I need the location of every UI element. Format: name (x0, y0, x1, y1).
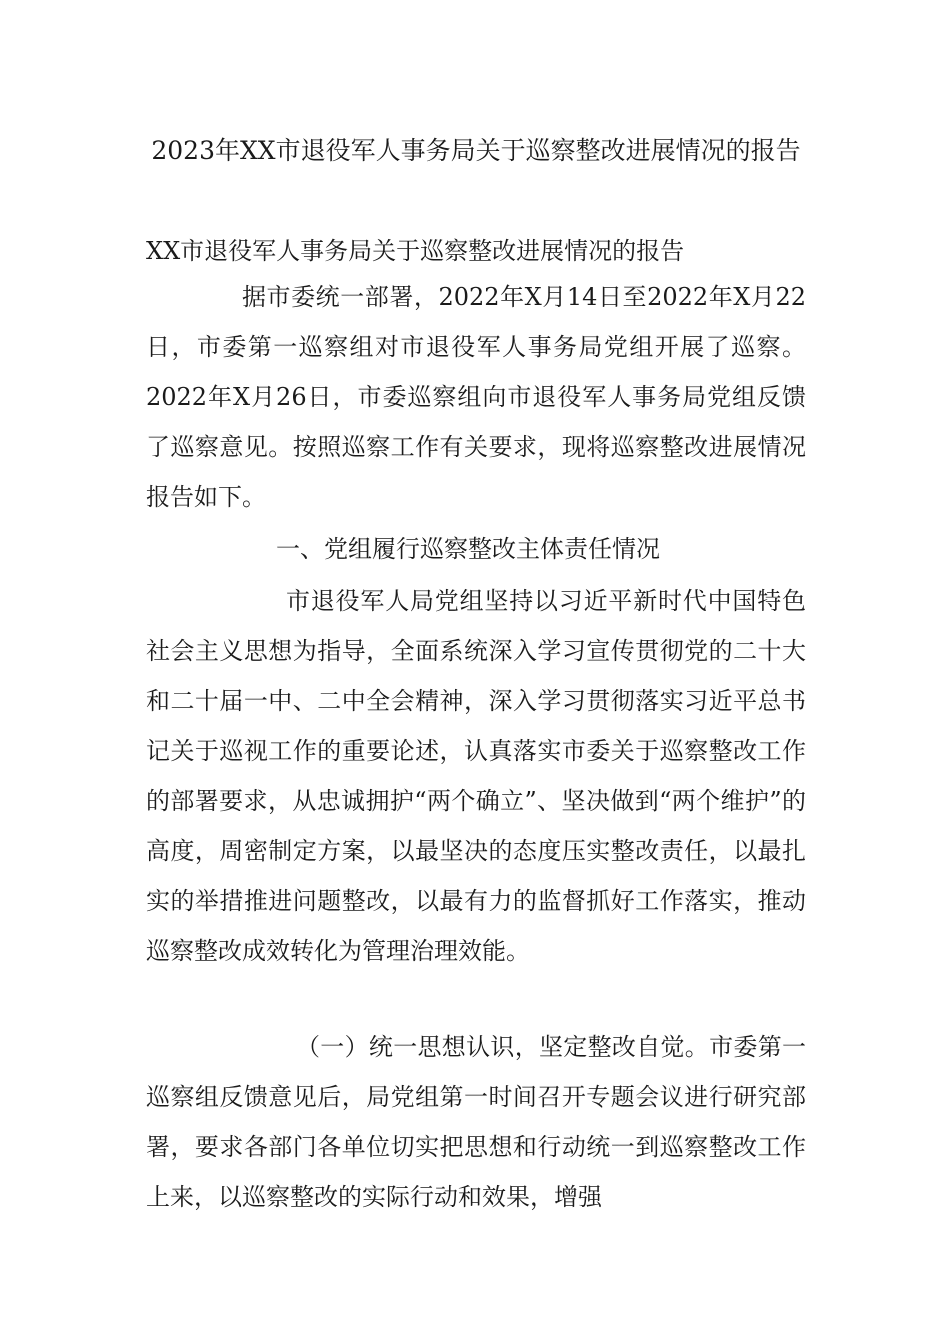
document-subtitle: XX市退役军人事务局关于巡察整改进展情况的报告 (146, 237, 685, 265)
intro-paragraph: 据市委统一部署，2022年X月14日至2022年X月22日，市委第一巡察组对市退役军人事务局党组开展了巡察。2022年X月26日，市委巡察组向市退役军人事务局党组反馈了巡察意见。按照巡察工作有关要求，现将巡察整改进展情况报告如下。 (146, 283, 806, 511)
subsection-paragraph: （一）统一思想认识，坚定整改自觉。市委第一巡察组反馈意见后，局党组第一时间召开专题会议进行研究部署，要求各部门各单位切实把思想和行动统一到巡察整改工作上来，以巡察整改的实际行动和效果，增强 (146, 1033, 806, 1211)
document-title: 2023年XX市退役军人事务局关于巡察整改进展情况的报告 (151, 136, 801, 165)
body-paragraph: 市退役军人局党组坚持以习近平新时代中国特色社会主义思想为指导，全面系统深入学习宣传贯彻党的二十大和二十届一中、二中全会精神，深入学习贯彻落实习近平总书记关于巡视工作的重要论述，认真落实市委关于巡察整改工作的部署要求，从忠诚拥护“两个确立”、坚决做到“两个维护”的高度，周密制定方案，以最坚决的态度压实整改责任，以最扎实的举措推进问题整改，以最有力的监督抓好工作落实，推动巡察整改成效转化为管理治理效能。 (146, 587, 806, 965)
section-heading: 一、党组履行巡察整改主体责任情况 (276, 535, 660, 563)
